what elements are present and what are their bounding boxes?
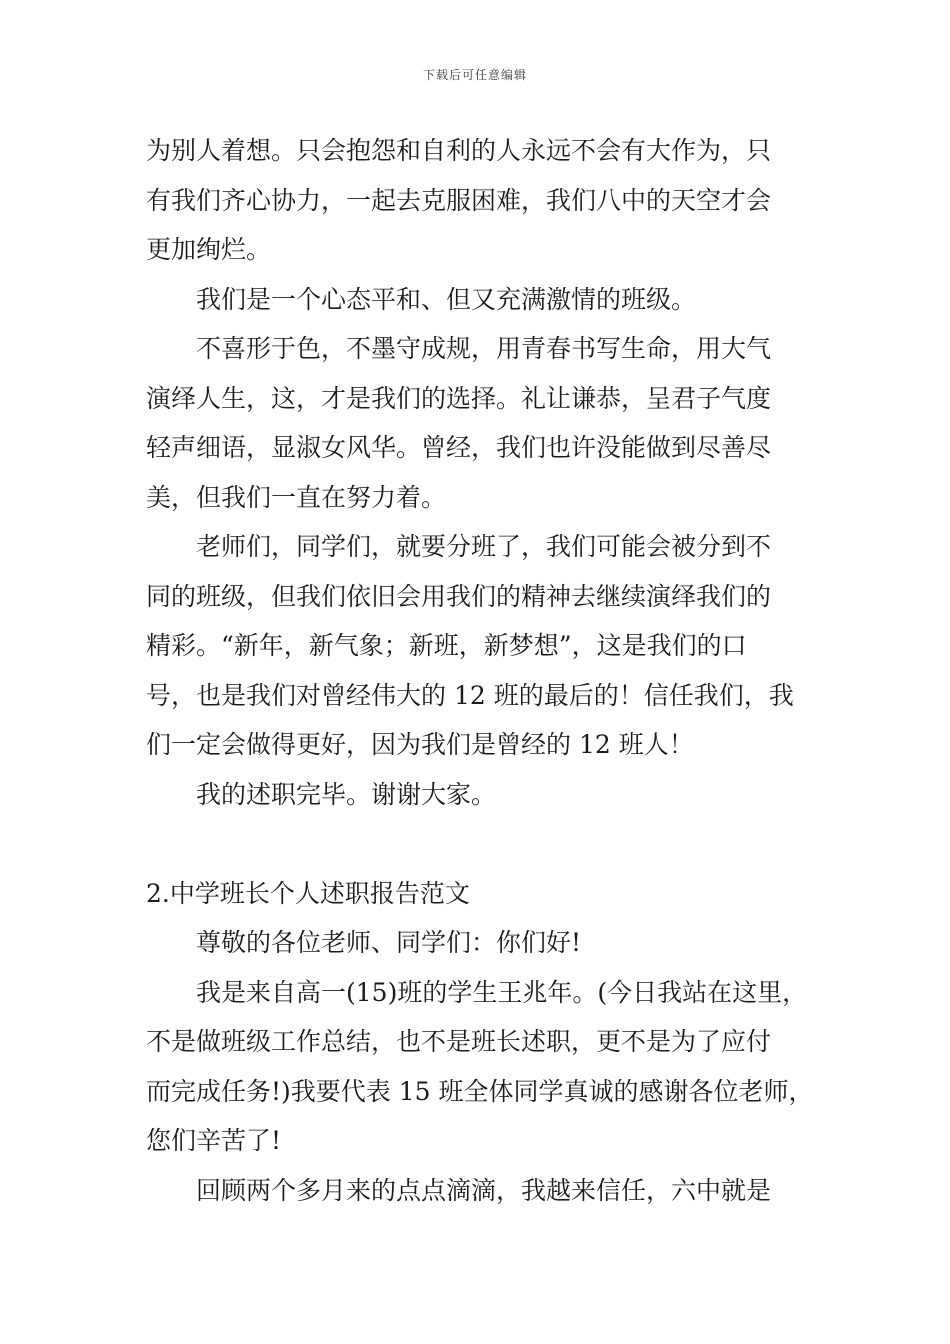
text-line: 精彩。“新年，新气象；新班，新梦想”，这是我们的口 (146, 631, 747, 660)
text-line: 您们辛苦了! (146, 1126, 282, 1155)
paragraph-first-line: 尊敬的各位老师、同学们：你们好! (196, 928, 582, 957)
paragraph-first-line: 我们是一个心态平和、但又充满激情的班级。 (196, 284, 697, 314)
paragraph-first-line: 不喜形于色，不墨守成规，用青春书写生命，用大气 (196, 334, 772, 363)
text-line: 同的班级，但我们依旧会用我们的精神去继续演绎我们的 (146, 581, 772, 611)
document-body (146, 126, 826, 1215)
text-line: 轻声细语，显淑女风华。曾经，我们也许没能做到尽善尽 (146, 433, 772, 462)
page-header-note: 下载后可任意编辑 (422, 68, 527, 82)
text-line: 美，但我们一直在努力着。 (146, 482, 447, 512)
paragraph-first-line: 老师们，同学们，就要分班了，我们可能会被分到不 (196, 532, 772, 561)
text-line: 演绎人生，这，才是我们的选择。礼让谦恭，呈君子气度 (146, 383, 772, 413)
paragraph-first-line: 我是来自高一(15)班的学生王兆年。(今日我站在这里， (196, 977, 808, 1007)
text-line: 不是做班级工作总结，也不是班长述职，更不是为了应付 (146, 1027, 772, 1056)
blank-line (146, 819, 826, 869)
paragraph-first-line: 回顾两个多月来的点点滴滴，我越来信任，六中就是 (196, 1175, 772, 1205)
paragraph-first-line: 我的述职完毕。谢谢大家。 (196, 779, 497, 809)
text-line: 而完成任务!)我要代表 15 班全体同学真诚的感谢各位老师， (146, 1076, 814, 1106)
text-line: 有我们齐心协力，一起去克服困难，我们八中的天空才会 (146, 185, 772, 215)
section-title: 2.中学班长个人述职报告范文 (146, 878, 470, 908)
text-line: 为别人着想。只会抱怨和自利的人永远不会有大作为，只 (146, 136, 772, 165)
text-line: 号，也是我们对曾经伟大的 12 班的最后的！信任我们，我 (146, 680, 794, 710)
text-line: 们一定会做得更好，因为我们是曾经的 12 班人！ (146, 730, 694, 759)
text-line: 更加绚烂。 (146, 235, 272, 264)
